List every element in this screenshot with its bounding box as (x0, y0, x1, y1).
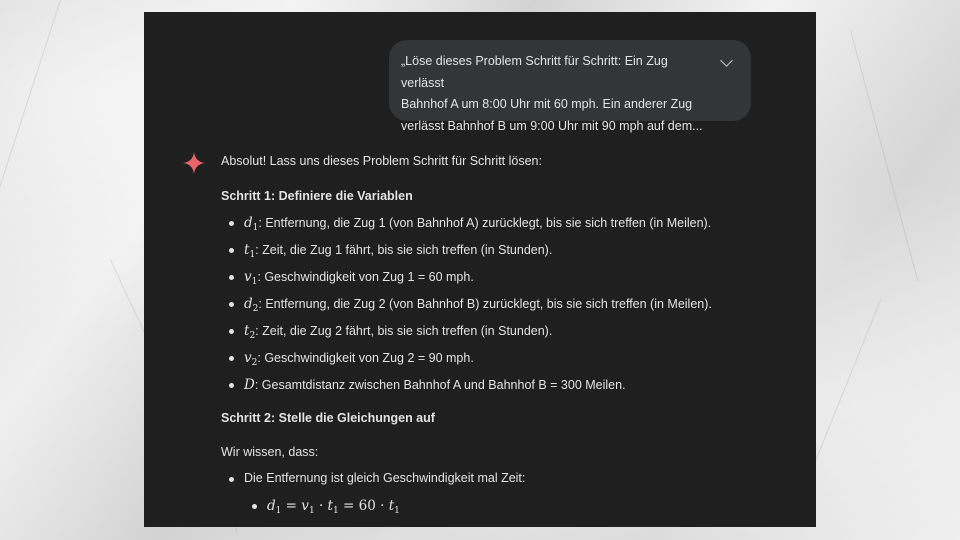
variable-description: : Zeit, die Zug 1 fährt, bis sie sich treffen (in Stunden). (255, 243, 553, 257)
variable-description: : Entfernung, die Zug 1 (von Bahnhof A) zurücklegt, bis sie sich treffen (in Meilen). (258, 216, 712, 230)
variable-description: : Gesamtdistanz zwischen Bahnhof A und Bahnhof B = 300 Meilen. (254, 378, 626, 392)
we-know-text: Wir wissen, dass: (221, 445, 319, 459)
list-item (244, 242, 552, 258)
list-item (244, 323, 552, 339)
variable-symbol: $v_2$ (244, 350, 258, 368)
variable-description: : Zeit, die Zug 2 fährt, bis sie sich treffen (in Stunden). (255, 324, 553, 338)
list-item (244, 269, 474, 285)
list-item (244, 471, 525, 485)
paper-crease (0, 0, 61, 286)
variable-description: : Geschwindigkeit von Zug 1 = 60 mph. (257, 270, 474, 284)
user-message-bubble[interactable] (389, 40, 751, 133)
gemini-spark-icon (182, 151, 206, 175)
chevron-down-icon[interactable] (720, 54, 733, 67)
user-message-line: Bahnhof A um 8:00 Uhr mit 60 mph. Ein anderer Zug (401, 97, 693, 111)
variable-symbol: $d_2$ (244, 296, 259, 314)
variable-symbol: $t_1$ (244, 242, 256, 260)
list-item (244, 350, 474, 366)
variable-symbol: $v_1$ (244, 269, 258, 287)
equation-item (267, 498, 400, 514)
fact-text: Die Entfernung ist gleich Geschwindigkeit mal Zeit: (244, 471, 526, 485)
chat-screen (144, 12, 816, 527)
list-item (244, 377, 626, 393)
variable-description: : Entfernung, die Zug 2 (von Bahnhof B) zurücklegt, bis sie sich treffen (in Meilen). (258, 297, 712, 311)
variable-description: : Geschwindigkeit von Zug 2 = 90 mph. (257, 351, 474, 365)
variable-symbol: D (244, 377, 255, 393)
list-item (244, 296, 712, 312)
variable-symbol: $t_2$ (244, 323, 256, 341)
variable-symbol: $d_1$ (244, 215, 259, 233)
user-message-line: „Löse dieses Problem Schritt für Schritt: Ein Zug verlässt (401, 54, 668, 90)
response-intro: Absolut! Lass uns dieses Problem Schritt für Schritt lösen: (221, 154, 542, 168)
equation: $d_1 = v_1 \cdot t_1 = 60 \cdot t_1$ (267, 498, 400, 516)
paper-crease (850, 30, 918, 281)
step2-heading: Schritt 2: Stelle die Gleichungen auf (221, 411, 435, 425)
list-item (244, 215, 711, 231)
user-message-line: verlässt Bahnhof B um 9:00 Uhr mit 90 mph auf dem... (401, 118, 703, 133)
step1-heading: Schritt 1: Definiere die Variablen (221, 189, 413, 203)
